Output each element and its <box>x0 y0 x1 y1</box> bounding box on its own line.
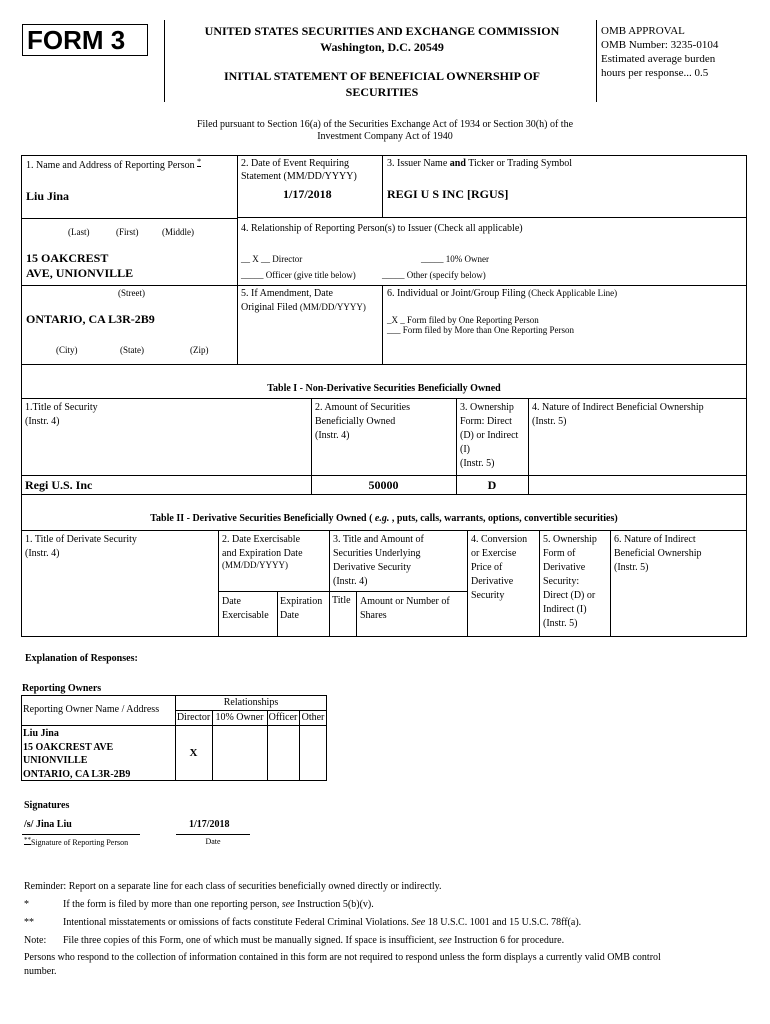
footnote-double-star-text: Intentional misstatements or omissions of facts constitute Federal Criminal Violations. See 18 U.S.C. 1001 and 15 U.S.C. 78ff(a). <box>63 917 582 928</box>
omb-burden: Estimated average burden <box>601 53 716 65</box>
omb-number: OMB Number: 3235-0104 <box>601 39 719 51</box>
box1-label: 1. Name and Address of Reporting Person * <box>26 157 202 171</box>
owners-col-name: Reporting Owner Name / Address <box>23 704 160 715</box>
event-date: 1/17/2018 <box>283 187 332 201</box>
filed-pursuant-line2: Investment Company Act of 1940 <box>317 131 453 142</box>
box3-label: 3. Issuer Name and Ticker or Trading Symbol <box>387 158 573 169</box>
middle-label: (Middle) <box>162 227 194 237</box>
box2-label-line1: 2. Date of Event Requiring <box>241 158 350 169</box>
director-checkbox: __ X __ Director <box>241 254 303 264</box>
table2-title: Table II - Derivative Securities Beneficially Owned ( e.g. , puts, calls, warrants, options, convertible securities) <box>150 513 618 524</box>
footnote-double-star-mark: ** <box>24 917 34 928</box>
signer-name: /s/ Jina Liu <box>24 819 72 830</box>
table1-col-amount: 2. Amount of Securities Beneficially Owned (Instr. 4) <box>315 402 410 441</box>
omb-approval: OMB APPROVAL <box>601 25 685 37</box>
owner-name-address: Liu Jina 15 OAKCREST AVE UNIONVILLE ONTARIO, CA L3R-2B9 <box>23 728 131 780</box>
table2-col-nature: 6. Nature of Indirect Beneficial Ownership (Instr. 5) <box>614 534 702 573</box>
box5-label-line2: Original Filed (MM/DD/YYYY) <box>241 302 366 313</box>
table1-row-title: Regi U.S. Inc <box>25 478 93 492</box>
owners-col-officer: Officer <box>268 712 298 723</box>
ten-percent-owner-checkbox: _____ 10% Owner <box>421 254 489 264</box>
issuer-name-ticker: REGI U S INC [RGUS] <box>387 187 509 201</box>
street-label: (Street) <box>118 288 145 298</box>
table2-sub-amount: Amount or Number of Shares <box>360 596 450 621</box>
reporting-person-name: Liu Jina <box>26 189 70 203</box>
table1-col-ownership: 3. Ownership Form: Direct (D) or Indirect (I) (Instr. 5) <box>460 402 519 469</box>
date-label: Date <box>205 837 221 846</box>
table2-sub-title: Title <box>332 595 351 606</box>
header-divider-right <box>596 20 597 102</box>
state-label: (State) <box>120 345 144 355</box>
footnote-star-mark: * <box>24 899 29 910</box>
note-text: File three copies of this Form, one of which must be manually signed. If space is insufficient, see Instruction 6 for procedure. <box>63 935 565 946</box>
owners-col-relationships: Relationships <box>223 697 279 708</box>
signer-label: **Signature of Reporting Person <box>24 836 129 847</box>
table2-sub-date-exercisable: Date Exercisable <box>222 596 269 621</box>
top-boxes-frame <box>21 155 747 365</box>
table1-col-nature: 4. Nature of Indirect Beneficial Ownership (Instr. 5) <box>532 402 704 427</box>
owners-col-ten-percent: 10% Owner <box>215 712 264 723</box>
agency-location: Washington, D.C. 20549 <box>320 40 444 54</box>
form-title-line2: SECURITIES <box>345 85 419 99</box>
box5-label-line1: 5. If Amendment, Date <box>241 288 333 299</box>
header-divider-left <box>164 20 165 102</box>
explanation-heading: Explanation of Responses: <box>25 653 138 664</box>
owners-col-director: Director <box>176 712 211 723</box>
city-label: (City) <box>56 345 78 355</box>
box4-label: 4. Relationship of Reporting Person(s) to Issuer (Check all applicable) <box>241 223 523 234</box>
table2-col-title: 1. Title of Derivate Security (Instr. 4) <box>25 534 137 559</box>
officer-checkbox: _____ Officer (give title below) <box>241 270 356 280</box>
reporting-owners-heading: Reporting Owners <box>22 683 102 694</box>
first-label: (First) <box>116 227 139 237</box>
table2-col-dates: 2. Date Exercisable and Expiration Date <box>222 534 303 559</box>
signature-date: 1/17/2018 <box>189 819 230 830</box>
table1-row-form: D <box>487 478 497 492</box>
table1-title: Table I - Non-Derivative Securities Beneficially Owned <box>267 383 501 394</box>
box2-label-line2: Statement (MM/DD/YYYY) <box>241 171 357 182</box>
zip-label: (Zip) <box>190 345 209 355</box>
table2-sub-expiration: Expiration Date <box>280 596 323 621</box>
persons-respond-line2: number. <box>24 966 57 977</box>
table1-col-title: 1.Title of Security (Instr. 4) <box>25 402 98 427</box>
form-label-box <box>22 24 148 56</box>
reminder-text: Reminder: Report on a separate line for each class of securities beneficially owned directly or indirectly. <box>24 881 442 892</box>
form-title-line1: INITIAL STATEMENT OF BENEFICIAL OWNERSHIP OF <box>224 69 540 83</box>
owners-col-other: Other <box>301 712 325 723</box>
omb-hours: hours per response... 0.5 <box>601 67 709 79</box>
owner-director-mark: X <box>189 747 198 759</box>
table1-row-amount: 50000 <box>368 478 399 492</box>
table2-col-conversion: 4. Conversion or Exercise Price of Derivative Security <box>471 534 528 601</box>
note-mark: Note: <box>24 935 47 946</box>
table2-col-ownership: 5. Ownership Form of Derivative Security: Direct (D) or Indirect (I) (Instr. 5) <box>543 534 597 629</box>
persons-respond-line1: Persons who respond to the collection of information contained in this form are not required to respond unless the form displays a currently valid OMB control <box>24 952 661 963</box>
form-label: FORM 3 <box>27 25 126 55</box>
filed-pursuant-line1: Filed pursuant to Section 16(a) of the Securities Exchange Act of 1934 or Section 30(h) of the <box>196 119 574 130</box>
street-line2: AVE, UNIONVILLE <box>26 266 134 280</box>
table2-col-underlying: 3. Title and Amount of Securities Underlying Derivative Security (Instr. 4) <box>333 534 424 587</box>
agency-name: UNITED STATES SECURITIES AND EXCHANGE COMMISSION <box>204 24 560 38</box>
last-label: (Last) <box>68 227 90 237</box>
box6-label: 6. Individual or Joint/Group Filing (Check Applicable Line) <box>387 288 618 299</box>
signatures-heading: Signatures <box>24 800 70 811</box>
footnote-star-text: If the form is filed by more than one reporting person, see Instruction 5(b)(v). <box>63 899 374 910</box>
filing-option-one: _X _ Form filed by One Reporting Person <box>387 315 539 325</box>
table2-col-dates-format: (MM/DD/YYYY) <box>222 560 288 570</box>
city-state-zip: ONTARIO, CA L3R-2B9 <box>26 312 155 326</box>
filing-option-multiple: ___ Form filed by More than One Reporting Person <box>387 325 574 335</box>
street-line1: 15 OAKCREST <box>26 251 109 265</box>
other-checkbox: _____ Other (specify below) <box>382 270 486 280</box>
